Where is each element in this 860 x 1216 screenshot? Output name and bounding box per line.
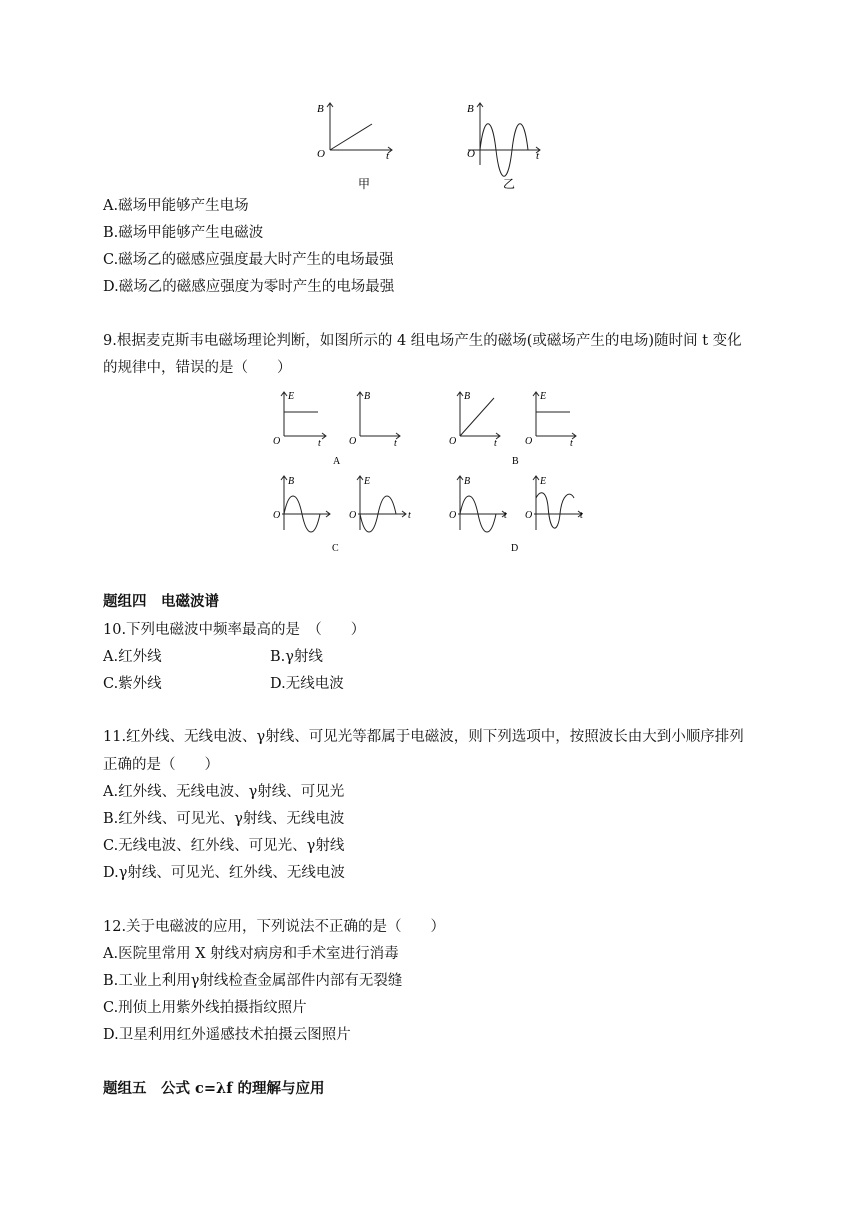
q8-option-b: B.磁场甲能够产生电磁波 — [103, 225, 264, 241]
q9-b1-t: t — [494, 438, 497, 449]
q11-stem-line2: 正确的是（ ） — [103, 757, 219, 773]
q9-b2-t: t — [570, 438, 573, 449]
q9-a1-origin: O — [273, 436, 281, 447]
q8-jia-caption: 甲 — [358, 177, 371, 191]
q11-option-b: B.红外线、可见光、γ射线、无线电波 — [103, 811, 345, 827]
q9-b1-origin: O — [449, 436, 457, 447]
q9-c1-axis: B — [288, 476, 295, 487]
q12-option-d: D.卫星利用红外遥感技术拍摄云图照片 — [103, 1027, 351, 1043]
q9-d2-t: t — [580, 510, 583, 521]
q9-a2-origin: O — [349, 436, 357, 447]
q9-a1-t: t — [318, 438, 321, 449]
q8-figure — [300, 95, 560, 195]
q8-option-c: C.磁场乙的磁感应强度最大时产生的电场最强 — [103, 252, 394, 268]
q9-c2-origin: O — [349, 510, 357, 521]
q9-stem-line2: 的规律中，错误的是（ ） — [103, 360, 292, 376]
q9-d1-origin: O — [449, 510, 457, 521]
q12-option-b: B.工业上利用γ射线检查金属部件内部有无裂缝 — [103, 973, 403, 989]
q9-b2-origin: O — [525, 436, 533, 447]
group5-title: 题组五 公式 c=λf 的理解与应用 — [103, 1080, 325, 1097]
q8-yi-origin: O — [467, 148, 475, 160]
q9-a2-axis: B — [364, 391, 371, 402]
q9-d2-origin: O — [525, 510, 533, 521]
q8-option-a: A.磁场甲能够产生电场 — [103, 198, 249, 214]
q11-stem-line1: 11.红外线、无线电波、γ射线、可见光等都属于电磁波，则下列选项中，按照波长由大到小顺序排列 — [103, 729, 744, 745]
q8-jia-axis-x: t — [386, 150, 390, 162]
q8-yi-axis-y: B — [467, 103, 474, 115]
q10-option-a: A.红外线 — [103, 649, 162, 665]
q9-figure — [268, 384, 598, 560]
q8-yi-axis-x: t — [536, 150, 540, 162]
q12-option-c: C.刑侦上用紫外线拍摄指纹照片 — [103, 1000, 307, 1016]
q9-c2-t: t — [408, 510, 411, 521]
q10-stem: 10.下列电磁波中频率最高的是 （ ） — [103, 622, 366, 638]
q11-option-a: A.红外线、无线电波、γ射线、可见光 — [103, 784, 345, 800]
q10-option-d: D.无线电波 — [270, 676, 344, 692]
q9-c1-origin: O — [273, 510, 281, 521]
q12-option-a: A.医院里常用 X 射线对病房和手术室进行消毒 — [103, 946, 399, 962]
q8-graph-yi — [468, 103, 540, 176]
q9-a1-axis: E — [288, 391, 295, 402]
q9-label-d: D — [511, 543, 519, 554]
q12-stem: 12.关于电磁波的应用，下列说法不正确的是（ ） — [103, 919, 446, 935]
q9-d1-axis: B — [464, 476, 471, 487]
q8-option-d: D.磁场乙的磁感应强度为零时产生的电场最强 — [103, 279, 395, 295]
q8-graph-jia — [327, 103, 392, 153]
q9-b2-axis: E — [540, 391, 547, 402]
q11-option-d: D.γ射线、可见光、红外线、无线电波 — [103, 865, 345, 881]
q9-label-b: B — [512, 456, 519, 467]
q9-b1-axis: B — [464, 391, 471, 402]
q10-option-b: B.γ射线 — [270, 649, 323, 665]
q9-d2-axis: E — [540, 476, 547, 487]
q8-jia-axis-y: B — [317, 103, 324, 115]
group4-title: 题组四 电磁波谱 — [103, 593, 219, 610]
q9-c2-axis: E — [364, 476, 371, 487]
q9-label-c: C — [332, 543, 339, 554]
q9-stem-line1: 9.根据麦克斯韦电磁场理论判断，如图所示的 4 组电场产生的磁场(或磁场产生的电场)随时间 t 变化 — [103, 333, 742, 349]
q8-yi-caption: 乙 — [503, 177, 516, 191]
q10-option-c: C.紫外线 — [103, 676, 162, 692]
q8-jia-origin: O — [317, 148, 325, 160]
q9-d1-t: t — [504, 510, 507, 521]
q9-label-a: A — [333, 456, 341, 467]
q9-a2-t: t — [394, 438, 397, 449]
q11-option-c: C.无线电波、红外线、可见光、γ射线 — [103, 838, 345, 854]
